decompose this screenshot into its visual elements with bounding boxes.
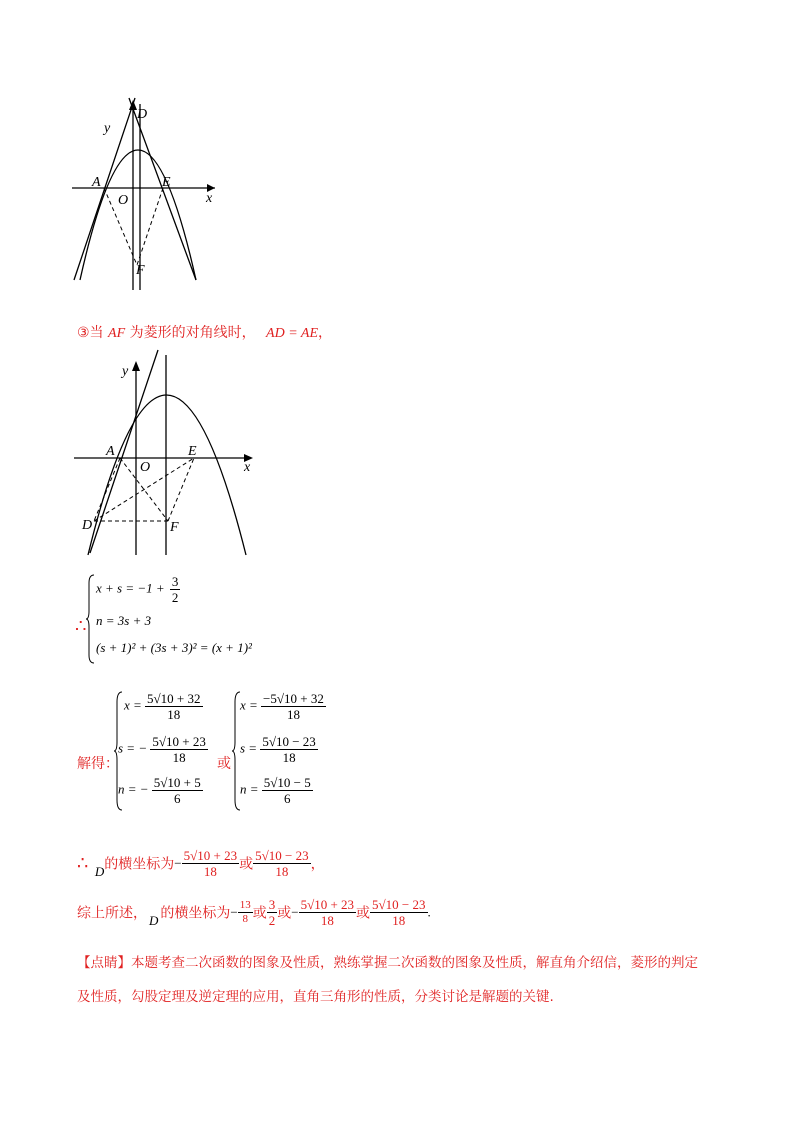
case3-circled: ③当: [77, 325, 104, 341]
summary-text: 的横坐标为: [160, 905, 231, 922]
figure-2: [66, 345, 266, 560]
solution-right-x-lhs: x =: [240, 697, 258, 713]
summary-period: .: [427, 904, 431, 920]
solution-left-x: [124, 691, 203, 722]
solution-right-x-num: −5√10 + 32: [263, 691, 324, 706]
summary-v1-sign: −: [230, 904, 238, 920]
summary-v3-num: 5√10 + 23: [300, 897, 355, 912]
solution-left-x-den: 18: [167, 707, 181, 722]
figure-1: [60, 90, 230, 300]
conclusion1-comma: ，: [310, 856, 325, 873]
summary-line: [77, 897, 431, 929]
system1-eq3: (s + 1)² + (3s + 3)² = (x + 1)²: [96, 640, 252, 655]
conclusion1-minus: −: [174, 855, 182, 871]
therefore-symbol-2: ∴: [77, 853, 89, 874]
summary-d: D: [149, 912, 159, 928]
summary-v2-num: 3: [268, 897, 276, 912]
solution-left-s: [118, 734, 208, 765]
summary-v1-num: 13: [239, 899, 251, 911]
fig1-label-E: E: [162, 175, 171, 190]
conclusion1-or: 或: [239, 856, 254, 873]
summary-prefix: 综上所述，: [77, 905, 147, 922]
case3-eq: AD = AE: [266, 326, 318, 341]
brace-system-1: [86, 573, 96, 665]
summary-v4-den: 18: [392, 913, 406, 928]
solution-left-s-num: 5√10 + 23: [152, 734, 206, 749]
fig1-label-D: D: [137, 107, 148, 122]
conclusion1-text: 的横坐标为: [104, 856, 175, 873]
comment-block: [77, 946, 737, 1014]
solution-right-n-lhs: n =: [240, 781, 259, 797]
solution-right-x-den: 18: [286, 707, 300, 722]
conclusion1-f1-num: 5√10 + 23: [183, 848, 238, 863]
solution-left-n: [118, 775, 203, 806]
summary-v3-sign: −: [291, 904, 299, 920]
case3-text: 为菱形的对角线时，: [129, 325, 256, 341]
fig2-label-E: E: [188, 444, 197, 459]
therefore-symbol-1: ∴: [75, 616, 87, 637]
system1-eq1-lhs: x + s = −1 +: [96, 580, 165, 596]
conclusion-1: [77, 848, 325, 880]
solution-right-n: [240, 775, 313, 806]
summary-or-1: 或: [252, 905, 267, 922]
fig2-label-A: A: [106, 444, 115, 459]
comment-line-1: 【点睛】本题考查二次函数的图象及性质，熟练掌握二次函数的图象及性质，解直角介绍信，菱形的判定: [77, 955, 698, 971]
system1-eq1-den: 2: [171, 590, 179, 605]
solution-label: 解得：: [77, 756, 119, 772]
comment-line-2: 及性质，勾股定理及逆定理的应用，直角三角形的性质，分类讨论是解题的关键.: [77, 989, 554, 1005]
summary-or-2: 或: [277, 905, 292, 922]
solution-right-s-num: 5√10 − 23: [262, 734, 316, 749]
fig2-label-x: x: [244, 460, 251, 475]
solution-left-n-lhs: n = −: [118, 781, 149, 797]
conclusion1-d: D: [94, 863, 105, 879]
fig2-label-O: O: [140, 460, 151, 475]
fig1-label-y: y: [104, 121, 111, 136]
fig2-label-F: F: [170, 520, 179, 535]
conclusion1-f1-den: 18: [203, 864, 217, 879]
fig1-label-O: O: [118, 193, 129, 208]
summary-v2-den: 2: [268, 913, 276, 928]
solution-right-n-den: 6: [284, 791, 291, 806]
fig1-label-F: F: [136, 263, 145, 278]
system1-eq1-num: 3: [171, 574, 179, 589]
fig2-label-D: D: [82, 518, 93, 533]
solution-right-s-lhs: s =: [240, 740, 258, 756]
summary-v4-num: 5√10 − 23: [372, 897, 426, 912]
solution-left-n-den: 6: [174, 791, 181, 806]
summary-v3-den: 18: [320, 913, 334, 928]
fig1-label-x: x: [206, 191, 213, 206]
system1-eq2: n = 3s + 3: [96, 613, 152, 628]
solution-left-n-num: 5√10 + 5: [153, 775, 201, 790]
solution-left-x-num: 5√10 + 32: [147, 691, 201, 706]
fig1-label-A: A: [92, 175, 101, 190]
case3-comma: ，: [318, 325, 332, 341]
solution-left-x-lhs: x =: [124, 697, 142, 713]
conclusion1-f2-den: 18: [275, 864, 289, 879]
solution-left-s-lhs: s = −: [118, 740, 148, 756]
system1-eq1: [96, 574, 180, 605]
solution-right-s: [240, 734, 318, 765]
solution-left-s-den: 18: [172, 750, 186, 765]
case3-heading: [77, 322, 332, 342]
fig2-label-y: y: [122, 364, 129, 379]
case3-af: AF: [108, 326, 126, 341]
conclusion1-f2-num: 5√10 − 23: [255, 848, 309, 863]
solution-right-n-num: 5√10 − 5: [263, 775, 311, 790]
solution-or: 或: [217, 756, 231, 772]
solution-right-s-den: 18: [282, 750, 296, 765]
summary-v1-den: 8: [242, 913, 248, 925]
solution-right-x: [240, 691, 326, 722]
summary-or-3: 或: [356, 905, 371, 922]
